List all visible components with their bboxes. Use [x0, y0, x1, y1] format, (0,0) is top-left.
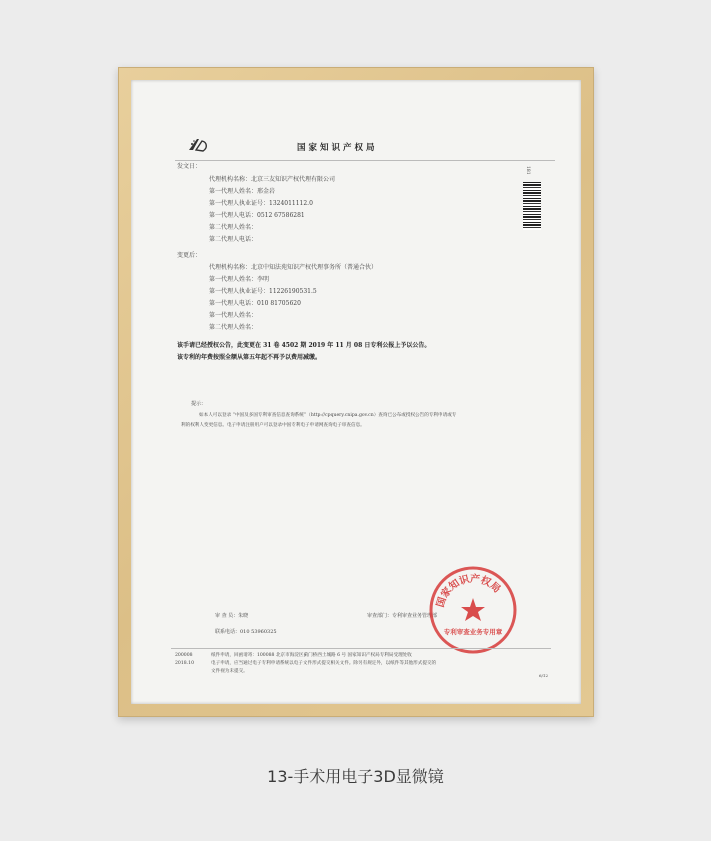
picture-frame — [118, 67, 594, 717]
changed-agent1-name: 第一代理人姓名：李明 — [209, 276, 270, 283]
barcode-number: 181 — [525, 166, 530, 175]
changed-agent1-phone: 第一代理人电话：010 81705620 — [209, 300, 301, 307]
footer-line-1: 纸件申请，回函请寄：100088 北京市海淀区蓟门桥西土城路 6 号 国家知识产权局专利局受理处收 — [211, 653, 412, 658]
footer-line-3: 文件视为未提交。 — [211, 669, 248, 674]
changed-agency: 代理机构名称：北京中知法苑知识产权代理事务所（普通合伙） — [209, 264, 378, 271]
changed-agent2-phone: 第二代理人姓名： — [209, 324, 258, 331]
title-divider — [175, 160, 555, 161]
examiner: 审 查 员：朱晓 — [215, 613, 249, 619]
certificate-document — [131, 80, 581, 704]
hint-label: 提示： — [191, 401, 207, 407]
footer-divider — [171, 648, 551, 649]
changed-agent2-name: 第一代理人姓名： — [209, 312, 258, 319]
seal-text-bottom: 专利审查业务专用章 — [443, 628, 503, 636]
original-agent2-phone: 第二代理人电话： — [209, 236, 258, 243]
office: 审查部门：专利审查业务管理部 — [367, 613, 438, 619]
changed-label: 变更后： — [177, 252, 202, 259]
barcode — [523, 182, 541, 230]
hint-line-2: 利的权利人变更信息。电子申请注册用户可以登录中国专利电子申请网查询电子审查信息。 — [181, 423, 365, 428]
original-agent2-name: 第二代理人姓名： — [209, 224, 258, 231]
hint-line-1: 如本人可以登录 “中国及多国专利审查信息查询系统”（http://cpquery.cnipa.gov.cn）查询已公布或授权公告的专利申请或专 — [199, 413, 457, 418]
cnipa-logo-icon — [187, 136, 209, 154]
caption: 13-手术用电子3D显微镜 — [267, 767, 444, 786]
examiner-phone: 联系电话：010 53960325 — [215, 629, 277, 635]
notice-line-1: 该手请已经授权公告，此变更在 31 卷 4502 期 2019 年 11 月 08 日专利公报上予以公告。 — [177, 342, 431, 349]
form-code-2: 2018.10 — [175, 661, 194, 666]
original-agency: 代理机构名称：北京三友知识产权代理有限公司 — [209, 176, 336, 183]
svg-text:国家知识产权局 — [433, 572, 503, 609]
document-sheet — [131, 80, 581, 704]
original-agent1-name: 第一代理人姓名：邢金岩 — [209, 188, 276, 195]
footer-line-2: 电子申请，应当通过电子专利申请系统以电子文件形式提交相关文件。除另有规定外，以纸件等其他形式提交的 — [211, 661, 437, 666]
official-seal — [427, 564, 519, 656]
notice-line-2: 该专利的年费按照全额从第五年起不再予以费用减缴。 — [177, 354, 322, 361]
original-agent1-phone: 第一代理人电话：0512 67586281 — [209, 212, 305, 219]
form-code-1: 200008 — [175, 653, 193, 658]
original-agent1-license: 第一代理人执业证号：1324011112.0 — [209, 200, 313, 207]
original-label: 发文日： — [177, 163, 202, 170]
page-marker: 6/12 — [539, 673, 548, 678]
seal-text-top: 国家知识产权局 — [435, 573, 503, 609]
document-title: 国家知识产权局 — [297, 143, 378, 153]
changed-agent1-license: 第一代理人执业证号：11226190531.5 — [209, 288, 317, 295]
